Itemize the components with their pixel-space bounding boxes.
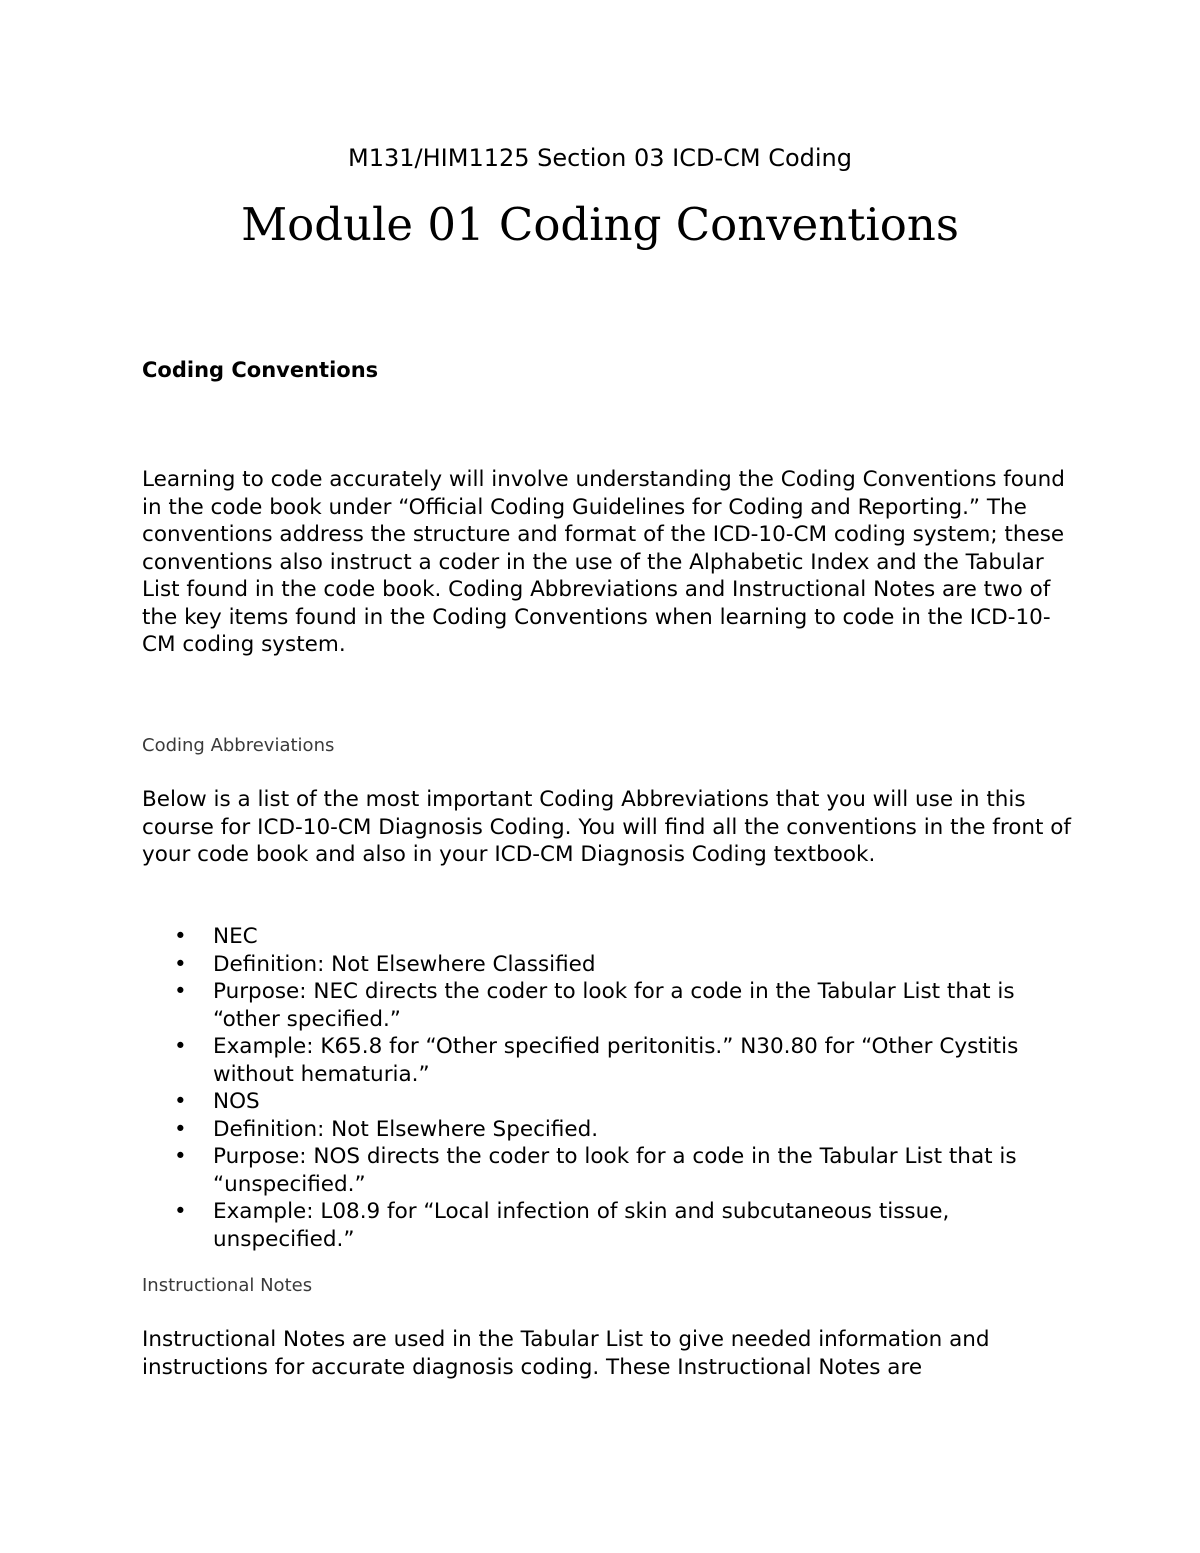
list-item-text: Purpose: NEC directs the coder to look for a code in the Tabular List that is “other specified.” bbox=[213, 979, 1015, 1032]
instructional-notes-heading: Instructional Notes bbox=[142, 1275, 313, 1296]
list-item bbox=[142, 1198, 1072, 1253]
bullet-icon: • bbox=[174, 1034, 187, 1059]
bullet-icon: • bbox=[174, 1089, 187, 1114]
list-item-text: Definition: Not Elsewhere Specified. bbox=[213, 1116, 599, 1142]
list-item-text: Example: K65.8 for “Other specified peritonitis.” N30.80 for “Other Cystitis without hematuria.” bbox=[213, 1034, 1019, 1087]
list-item-text: Definition: Not Elsewhere Classified bbox=[213, 951, 596, 977]
bullet-icon: • bbox=[174, 1199, 187, 1224]
list-item-text: Purpose: NOS directs the coder to look for a code in the Tabular List that is “unspecified.” bbox=[213, 1144, 1017, 1197]
list-item bbox=[142, 1143, 1072, 1198]
list-item-text: NEC bbox=[213, 924, 258, 949]
abbreviations-bullet-list bbox=[142, 923, 1072, 1253]
coding-abbreviations-heading: Coding Abbreviations bbox=[142, 735, 335, 756]
bullet-icon: • bbox=[174, 951, 187, 977]
bullet-icon: • bbox=[174, 1116, 187, 1142]
abbreviations-intro-paragraph: Below is a list of the most important Coding Abbreviations that you will use in this course for ICD-10-CM Diagnosis Coding. You will find all the conventions in the front of your code book and also in your ICD-CM Diagnosis Coding textbook. bbox=[142, 787, 1071, 867]
list-item bbox=[142, 1088, 1072, 1116]
module-title: Module 01 Coding Conventions bbox=[241, 198, 959, 251]
list-item bbox=[142, 923, 1072, 951]
instructional-notes-paragraph: Instructional Notes are used in the Tabular List to give needed information and instructions for accurate diagnosis coding. These Instructional Notes are bbox=[142, 1327, 990, 1380]
list-item bbox=[142, 978, 1072, 1033]
bullet-icon: • bbox=[174, 924, 187, 949]
section-heading: Coding Conventions bbox=[142, 358, 379, 382]
list-item bbox=[142, 1116, 1072, 1144]
list-item bbox=[142, 951, 1072, 979]
bullet-icon: • bbox=[174, 979, 187, 1004]
list-item bbox=[142, 1033, 1072, 1088]
list-item-text: Example: L08.9 for “Local infection of skin and subcutaneous tissue, unspecified.” bbox=[213, 1199, 950, 1252]
intro-paragraph: Learning to code accurately will involve understanding the Coding Conventions found in the code book under “Official Coding Guidelines for Coding and Reporting.” The conventions address the structure and format of the ICD-10-CM coding system; these conventions also instruct a coder in the use of the Alphabetic Index and the Tabular List found in the code book. Coding Abbreviations and Instructional Notes are two of the key items found in the Coding Conventions when learning to code in the ICD-10-CM coding system. bbox=[142, 467, 1065, 657]
course-line: M131/HIM1125 Section 03 ICD-CM Coding bbox=[348, 144, 852, 172]
list-item-text: NOS bbox=[213, 1089, 260, 1114]
bullet-icon: • bbox=[174, 1144, 187, 1169]
